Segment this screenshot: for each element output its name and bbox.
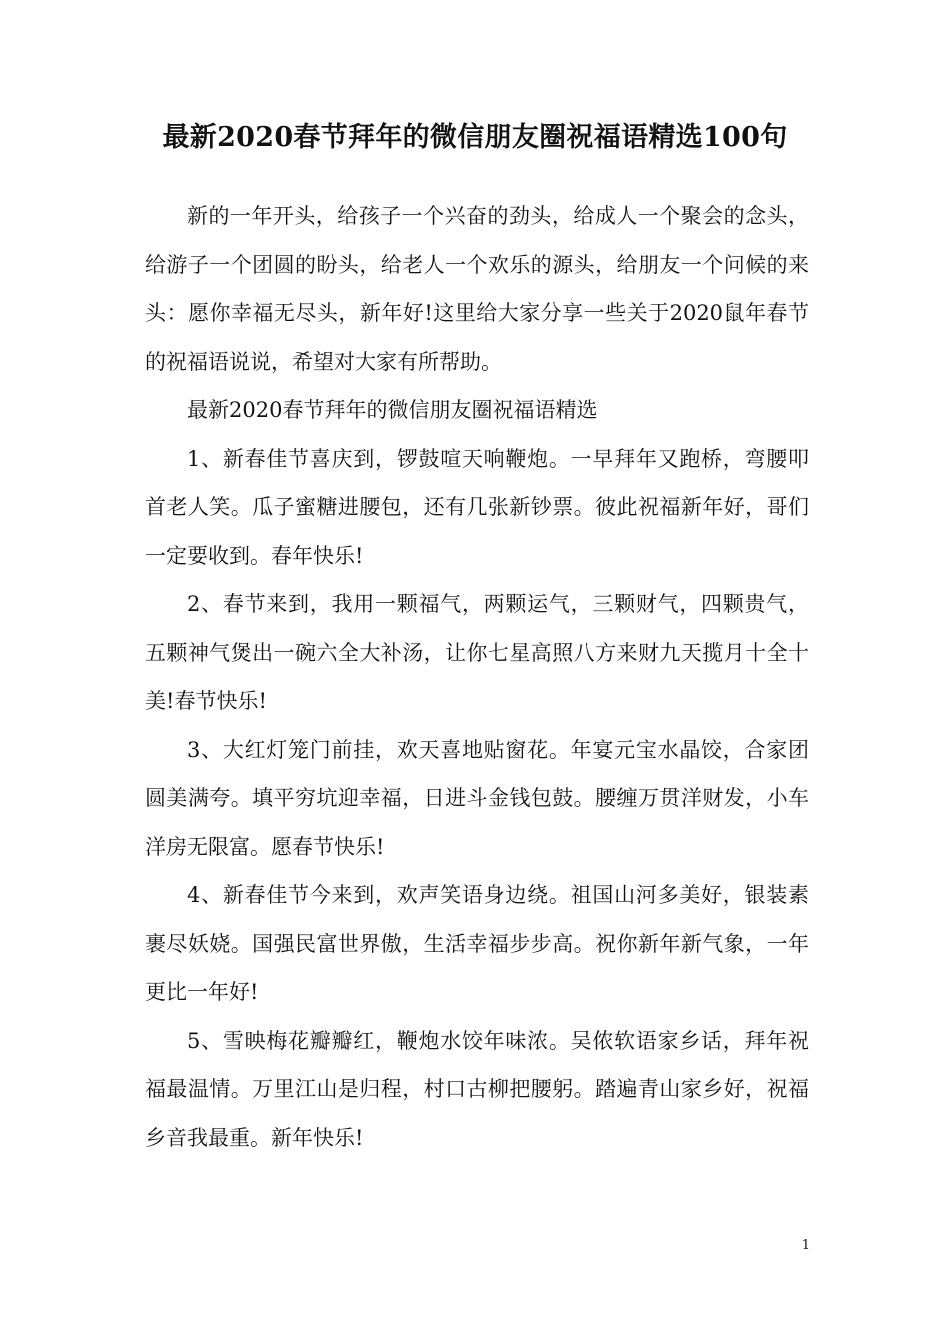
greeting-item-4: 4、新春佳节今来到，欢声笑语身边绕。祖国山河多美好，银装素裹尽妖娆。国强民富世界傲，生活幸福步步高。祝你新年新气象，一年更比一年好!	[145, 883, 809, 1004]
greeting-item-1: 1、新春佳节喜庆到，锣鼓喧天响鞭炮。一早拜年又跑桥，弯腰叩首老人笑。瓜子蜜糖进腰包，还有几张新钞票。彼此祝福新年好，哥们一定要收到。春年快乐!	[145, 446, 809, 568]
document-title: 最新2020春节拜年的微信朋友圈祝福语精选100句	[162, 122, 788, 153]
section-heading: 最新2020春节拜年的微信朋友圈祝福语精选	[187, 398, 598, 422]
intro-paragraph: 新的一年开头，给孩子一个兴奋的劲头，给成人一个聚会的念头，给游子一个团圆的盼头，给老人一个欢乐的源头，给朋友一个问候的来头：愿你幸福无尽头，新年好!这里给大家分享一些关于2020鼠年春节的祝福语说说，希望对大家有所帮助。	[145, 204, 809, 374]
greeting-item-5: 5、雪映梅花瓣瓣红，鞭炮水饺年味浓。吴侬软语家乡话，拜年祝福最温情。万里江山是归程，村口古柳把腰躬。踏遍青山家乡好，祝福乡音我最重。新年快乐!	[145, 1028, 809, 1150]
document-body	[145, 192, 809, 1162]
greeting-item-2: 2、春节来到，我用一颗福气，两颗运气，三颗财气，四颗贵气，五颗神气煲出一碗六全大补汤，让你七星高照八方来财九天揽月十全十美!春节快乐!	[145, 592, 809, 713]
greeting-item-3: 3、大红灯笼门前挂，欢天喜地贴窗花。年宴元宝水晶饺，合家团圆美满夸。填平穷坑迎幸福，日进斗金钱包鼓。腰缠万贯洋财发，小车洋房无限富。愿春节快乐!	[145, 737, 809, 859]
page-number: 1	[801, 1238, 810, 1253]
